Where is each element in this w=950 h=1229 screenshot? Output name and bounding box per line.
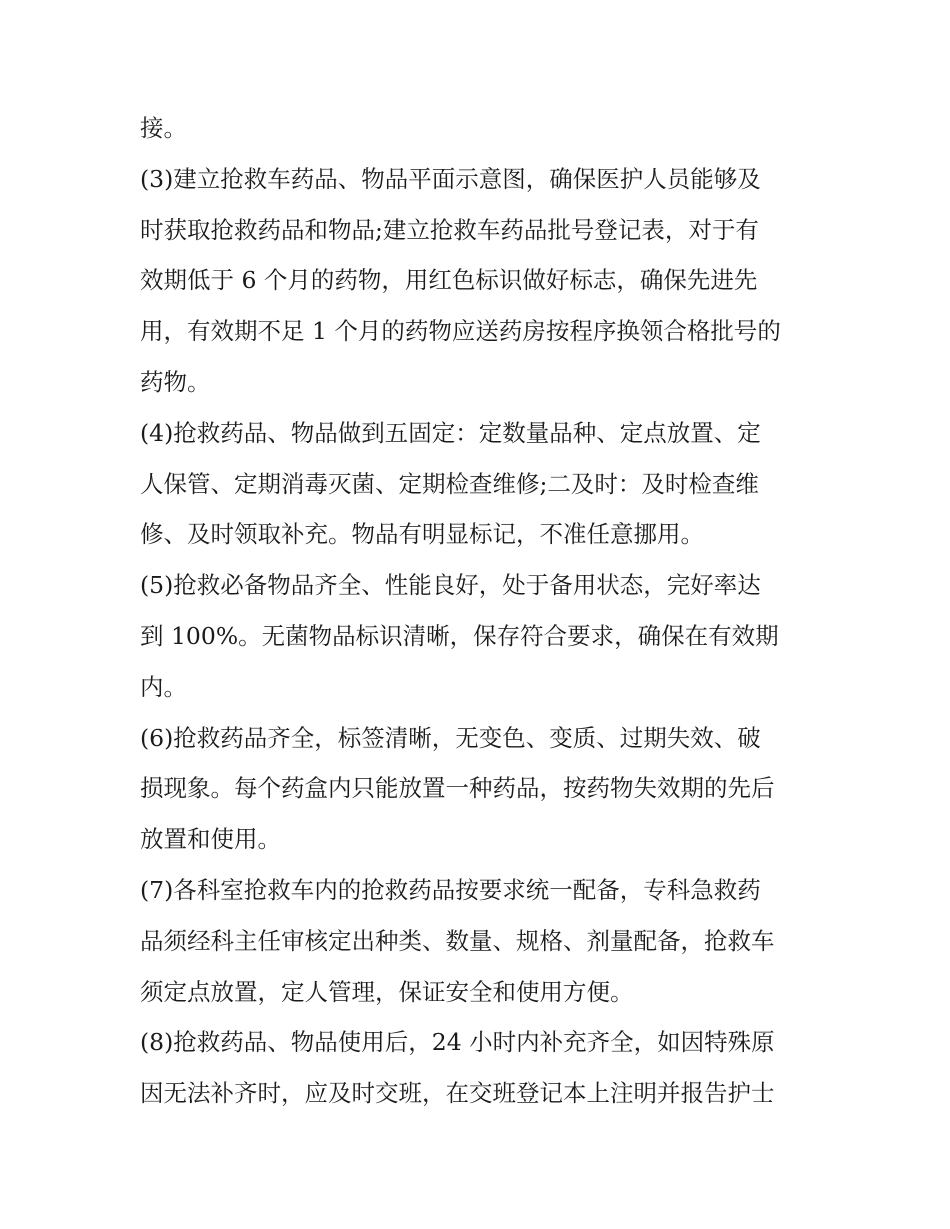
text-line: 接。 [140,114,187,142]
text-line: 用，有效期不足 1 个月的药物应送药房按程序换领合格批号的 [140,317,781,346]
text-line: (8)抢救药品、物品使用后，24 小时内补充齐全，如因特殊原 [140,1028,775,1057]
text-line: 内。 [140,672,187,701]
text-line: 须定点放置，定人管理，保证安全和使用方便。 [140,977,634,1006]
text-line: 时获取抢救药品和物品;建立抢救车药品批号登记表，对于有 [140,215,759,244]
document-body [140,103,812,1119]
text-line: 药物。 [140,367,211,396]
text-line: (3)建立抢救车药品、物品平面示意图，确保医护人员能够及 [140,164,761,193]
text-line: 修、及时领取补充。物品有明显标记，不准任意挪用。 [140,520,704,549]
text-line: 损现象。每个药盒内只能放置一种药品，按药物失效期的先后 [140,774,775,803]
text-line: (5)抢救必备物品齐全、性能良好，处于备用状态，完好率达 [140,571,761,600]
text-line: 人保管、定期消毒灭菌、定期检查维修;二及时：及时检查维 [140,469,759,498]
text-line: 放置和使用。 [140,825,281,854]
text-line: (7)各科室抢救车内的抢救药品按要求统一配备，专科急救药 [140,875,761,904]
text-line: 到 100%。无菌物品标识清晰，保存符合要求，确保在有效期 [140,621,779,650]
text-line: 品须经科主任审核定出种类、数量、规格、剂量配备，抢救车 [140,926,775,955]
text-line: (4)抢救药品、物品做到五固定：定数量品种、定点放置、定 [140,418,761,447]
text-line: (6)抢救药品齐全，标签清晰，无变色、变质、过期失效、破 [140,723,761,752]
text-line: 效期低于 6 个月的药物，用红色标识做好标志，确保先进先 [140,266,758,295]
text-line: 因无法补齐时，应及时交班，在交班登记本上注明并报告护士 [140,1079,775,1108]
